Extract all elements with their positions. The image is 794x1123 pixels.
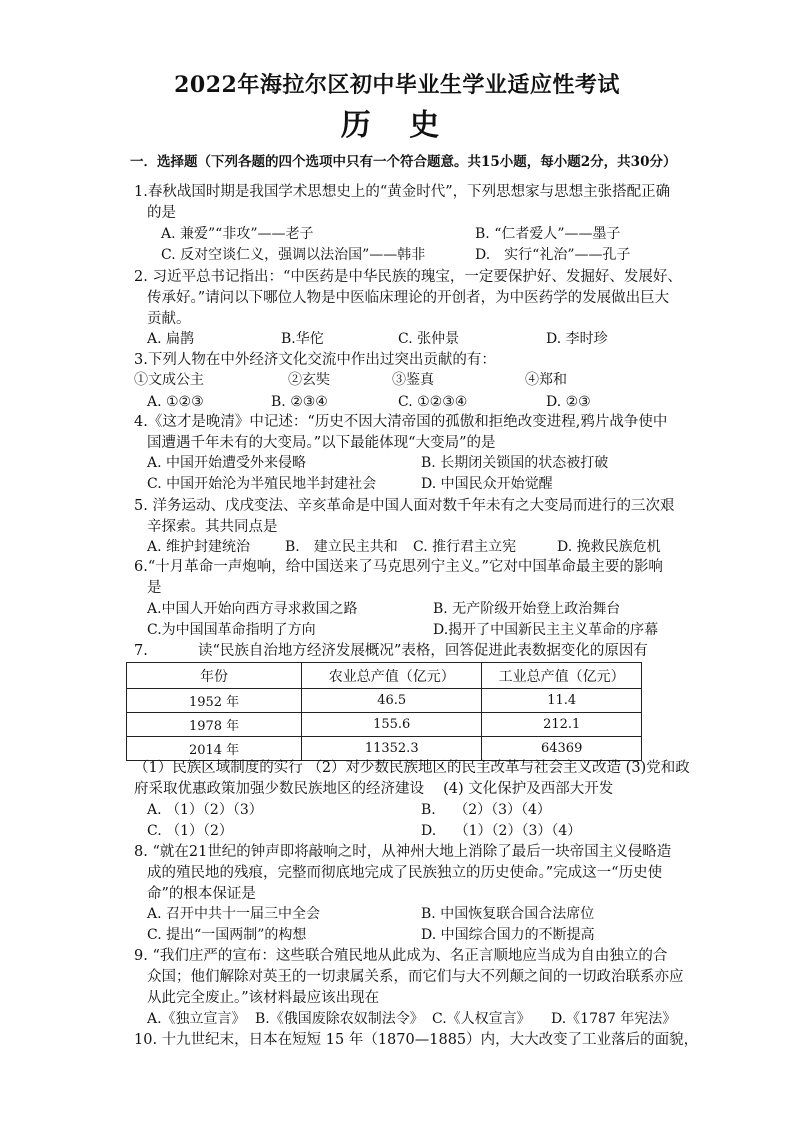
q6-option-d: D.揭开了中国新民主主义革命的序幕 (433, 622, 659, 638)
q8-stem-line2: 成的殖民地的残痕，完整而彻底地完成了民族独立的历史使命。”完成这一“历史使 (147, 865, 663, 881)
table-row (127, 737, 642, 761)
q9-stem-line2: 众国；他们解除对英王的一切隶属关系，而它们与大不列颠之间的一切政治联系亦应 (147, 969, 684, 985)
q2-stem-line2: 传承好。”请问以下哪位人物是中医临床理论的开创者，为中医药学的发展做出巨大 (147, 290, 670, 306)
subject-title: 历 史 (340, 108, 454, 143)
table-row (127, 689, 642, 713)
q7-option-d: D. （1）（2）（3）（4） (421, 823, 582, 839)
table-cell-agriculture: 155.6 (302, 713, 482, 737)
q5-option-c: C. 推行君主立宪 (413, 539, 517, 555)
q8-option-b: B. 中国恢复联合国合法席位 (421, 906, 595, 922)
table-row (127, 713, 642, 737)
q1-stem-line2: 的是 (147, 205, 176, 221)
q8-option-d: D. 中国综合国力的不断提高 (421, 927, 595, 943)
q6-option-b: B. 无产阶级开始登上政治舞台 (433, 601, 621, 617)
table-header-agriculture: 农业总产值（亿元） (302, 663, 482, 689)
q1-option-c: C. 反对空谈仁义，强调以法治国”——韩非 (161, 247, 426, 263)
q4-option-a: A. 中国开始遭受外来侵略 (147, 455, 307, 471)
q3-option-a: A. ①②③ (147, 394, 204, 410)
q4-option-b: B. 长期闭关锁国的状态被打破 (421, 455, 609, 471)
q2-option-a: A. 扁鹊 (147, 331, 195, 347)
q3-item-4: ④郑和 (525, 372, 567, 388)
q9-option-c: C.《人权宣言》 (432, 1011, 531, 1027)
q9-option-b: B.《俄国废除农奴制法令》 (255, 1011, 424, 1027)
economy-table (126, 662, 642, 761)
q3-option-c: C. ①②③④ (398, 394, 468, 410)
q5-option-a: A. 维护封建统治 (147, 539, 251, 555)
q4-option-d: D. 中国民众开始觉醒 (421, 476, 553, 492)
q4-option-c: C. 中国开始沦为半殖民地半封建社会 (147, 476, 377, 492)
q10-stem-line1: 10. 十九世纪末，日本在短短 15 年（1870—1885）内，大大改变了工业落后的面貌， (134, 1032, 699, 1048)
q4-stem-line2: 国遭遇千年未有的大变局。”以下最能体现“大变局”的是 (147, 435, 496, 451)
q8-option-a: A. 召开中共十一届三中全会 (147, 906, 321, 922)
q3-item-1: ①文成公主 (134, 372, 204, 388)
q7-option-a: A. （1）（2）（3） (147, 802, 263, 818)
q3-stem: 3.下列人物在中外经济文化交流中作出过突出贡献的有： (134, 352, 496, 368)
q7-stem: 读“民族自治地方经济发展概况”表格，回答促进此表数据变化的原因有 (198, 643, 648, 659)
q3-item-3: ③鉴真 (392, 372, 434, 388)
q9-option-a: A.《独立宣言》 (147, 1011, 246, 1027)
q3-option-b: B. ②③④ (271, 394, 328, 410)
q2-stem-line1: 2. 习近平总书记指出：“中医药是中华民族的瑰宝，一定要保护好、发掘好、发展好、 (134, 269, 682, 285)
table-cell-agriculture: 11352.3 (302, 737, 482, 761)
q3-item-2: ②玄奘 (288, 372, 330, 388)
q2-option-c: C. 张仲景 (398, 331, 460, 347)
table-header-year: 年份 (127, 663, 302, 689)
q1-option-d: D. 实行“礼治”——孔子 (475, 247, 631, 263)
q8-stem-line3: 命”的根本保证是 (147, 886, 256, 902)
exam-title: 2022年海拉尔区初中毕业生学业适应性考试 (174, 72, 620, 98)
table-cell-year: 1952 年 (127, 689, 302, 713)
q4-stem-line1: 4.《这才是晚清》中记述：“历史不因大清帝国的孤傲和拒绝改变进程,鸦片战争使中 (134, 414, 668, 430)
q6-stem-line2: 是 (147, 580, 162, 596)
q7-option-c: C. （1）（2） (147, 823, 233, 839)
q2-stem-line3: 贡献。 (147, 311, 191, 327)
q5-stem-line2: 辛探索。其共同点是 (147, 519, 278, 535)
q2-option-d: D. 李时珍 (546, 331, 608, 347)
q8-option-c: C. 提出“一国两制”的构想 (147, 927, 307, 943)
q9-stem-line3: 从此完全废止。”该材料最应该出现在 (147, 990, 380, 1006)
q7-statements-line2: 府采取优惠政策加强少数民族地区的经济建设 (4) 文化保护及西部大开发 (134, 781, 614, 797)
q5-option-d: D. 挽救民族危机 (557, 539, 661, 555)
q6-stem-line1: 6.“十月革命一声炮响，给中国送来了马克思列宁主义。”它对中国革命最主要的影响 (134, 559, 663, 575)
q1-stem-line1: 1.春秋战国时期是我国学术思想史上的“黄金时代”，下列思想家与思想主张搭配正确 (134, 184, 671, 200)
q1-option-b: B. “仁者爱人”——墨子 (475, 226, 621, 242)
table-cell-industry: 212.1 (482, 713, 642, 737)
table-cell-year: 2014 年 (127, 737, 302, 761)
q9-option-d: D.《1787 年宪法》 (551, 1011, 677, 1027)
q5-option-b: B. 建立民主共和 (285, 539, 398, 555)
q5-stem-line1: 5. 洋务运动、戊戌变法、辛亥革命是中国人面对数千年未有之大变局而进行的三次艰 (134, 498, 675, 514)
table-header-industry: 工业总产值（亿元） (482, 663, 642, 689)
table-cell-industry: 11.4 (482, 689, 642, 713)
section-heading: 一．选择题（下列各题的四个选项中只有一个符合题意。共15小题，每小题2分，共30分） (130, 154, 677, 170)
q8-stem-line1: 8. “就在21世纪的钟声即将敲响之时，从神州大地上消除了最后一块帝国主义侵略造 (134, 844, 672, 860)
q6-option-c: C.为中国国革命指明了方向 (147, 622, 316, 638)
q6-option-a: A.中国人开始向西方寻求救国之路 (147, 601, 358, 617)
q3-option-d: D. ②③ (546, 394, 591, 410)
q7-option-b: B. （2）（3）（4） (421, 802, 551, 818)
q9-stem-line1: 9. “我们庄严的宣布：这些联合殖民地从此成为、名正言顺地应当成为自由独立的合 (134, 948, 668, 964)
table-header-row (127, 663, 642, 689)
q2-option-b: B.华佗 (281, 331, 324, 347)
q7-statements-line1: （1）民族区域制度的实行 （2）对少数民族地区的民主改革与社会主义改造 (3)党和政 (134, 760, 690, 776)
table-cell-agriculture: 46.5 (302, 689, 482, 713)
table-cell-industry: 64369 (482, 737, 642, 761)
table-cell-year: 1978 年 (127, 713, 302, 737)
q1-option-a: A. 兼爱”“非攻”——老子 (161, 226, 314, 242)
q7-number: 7. (134, 643, 148, 659)
